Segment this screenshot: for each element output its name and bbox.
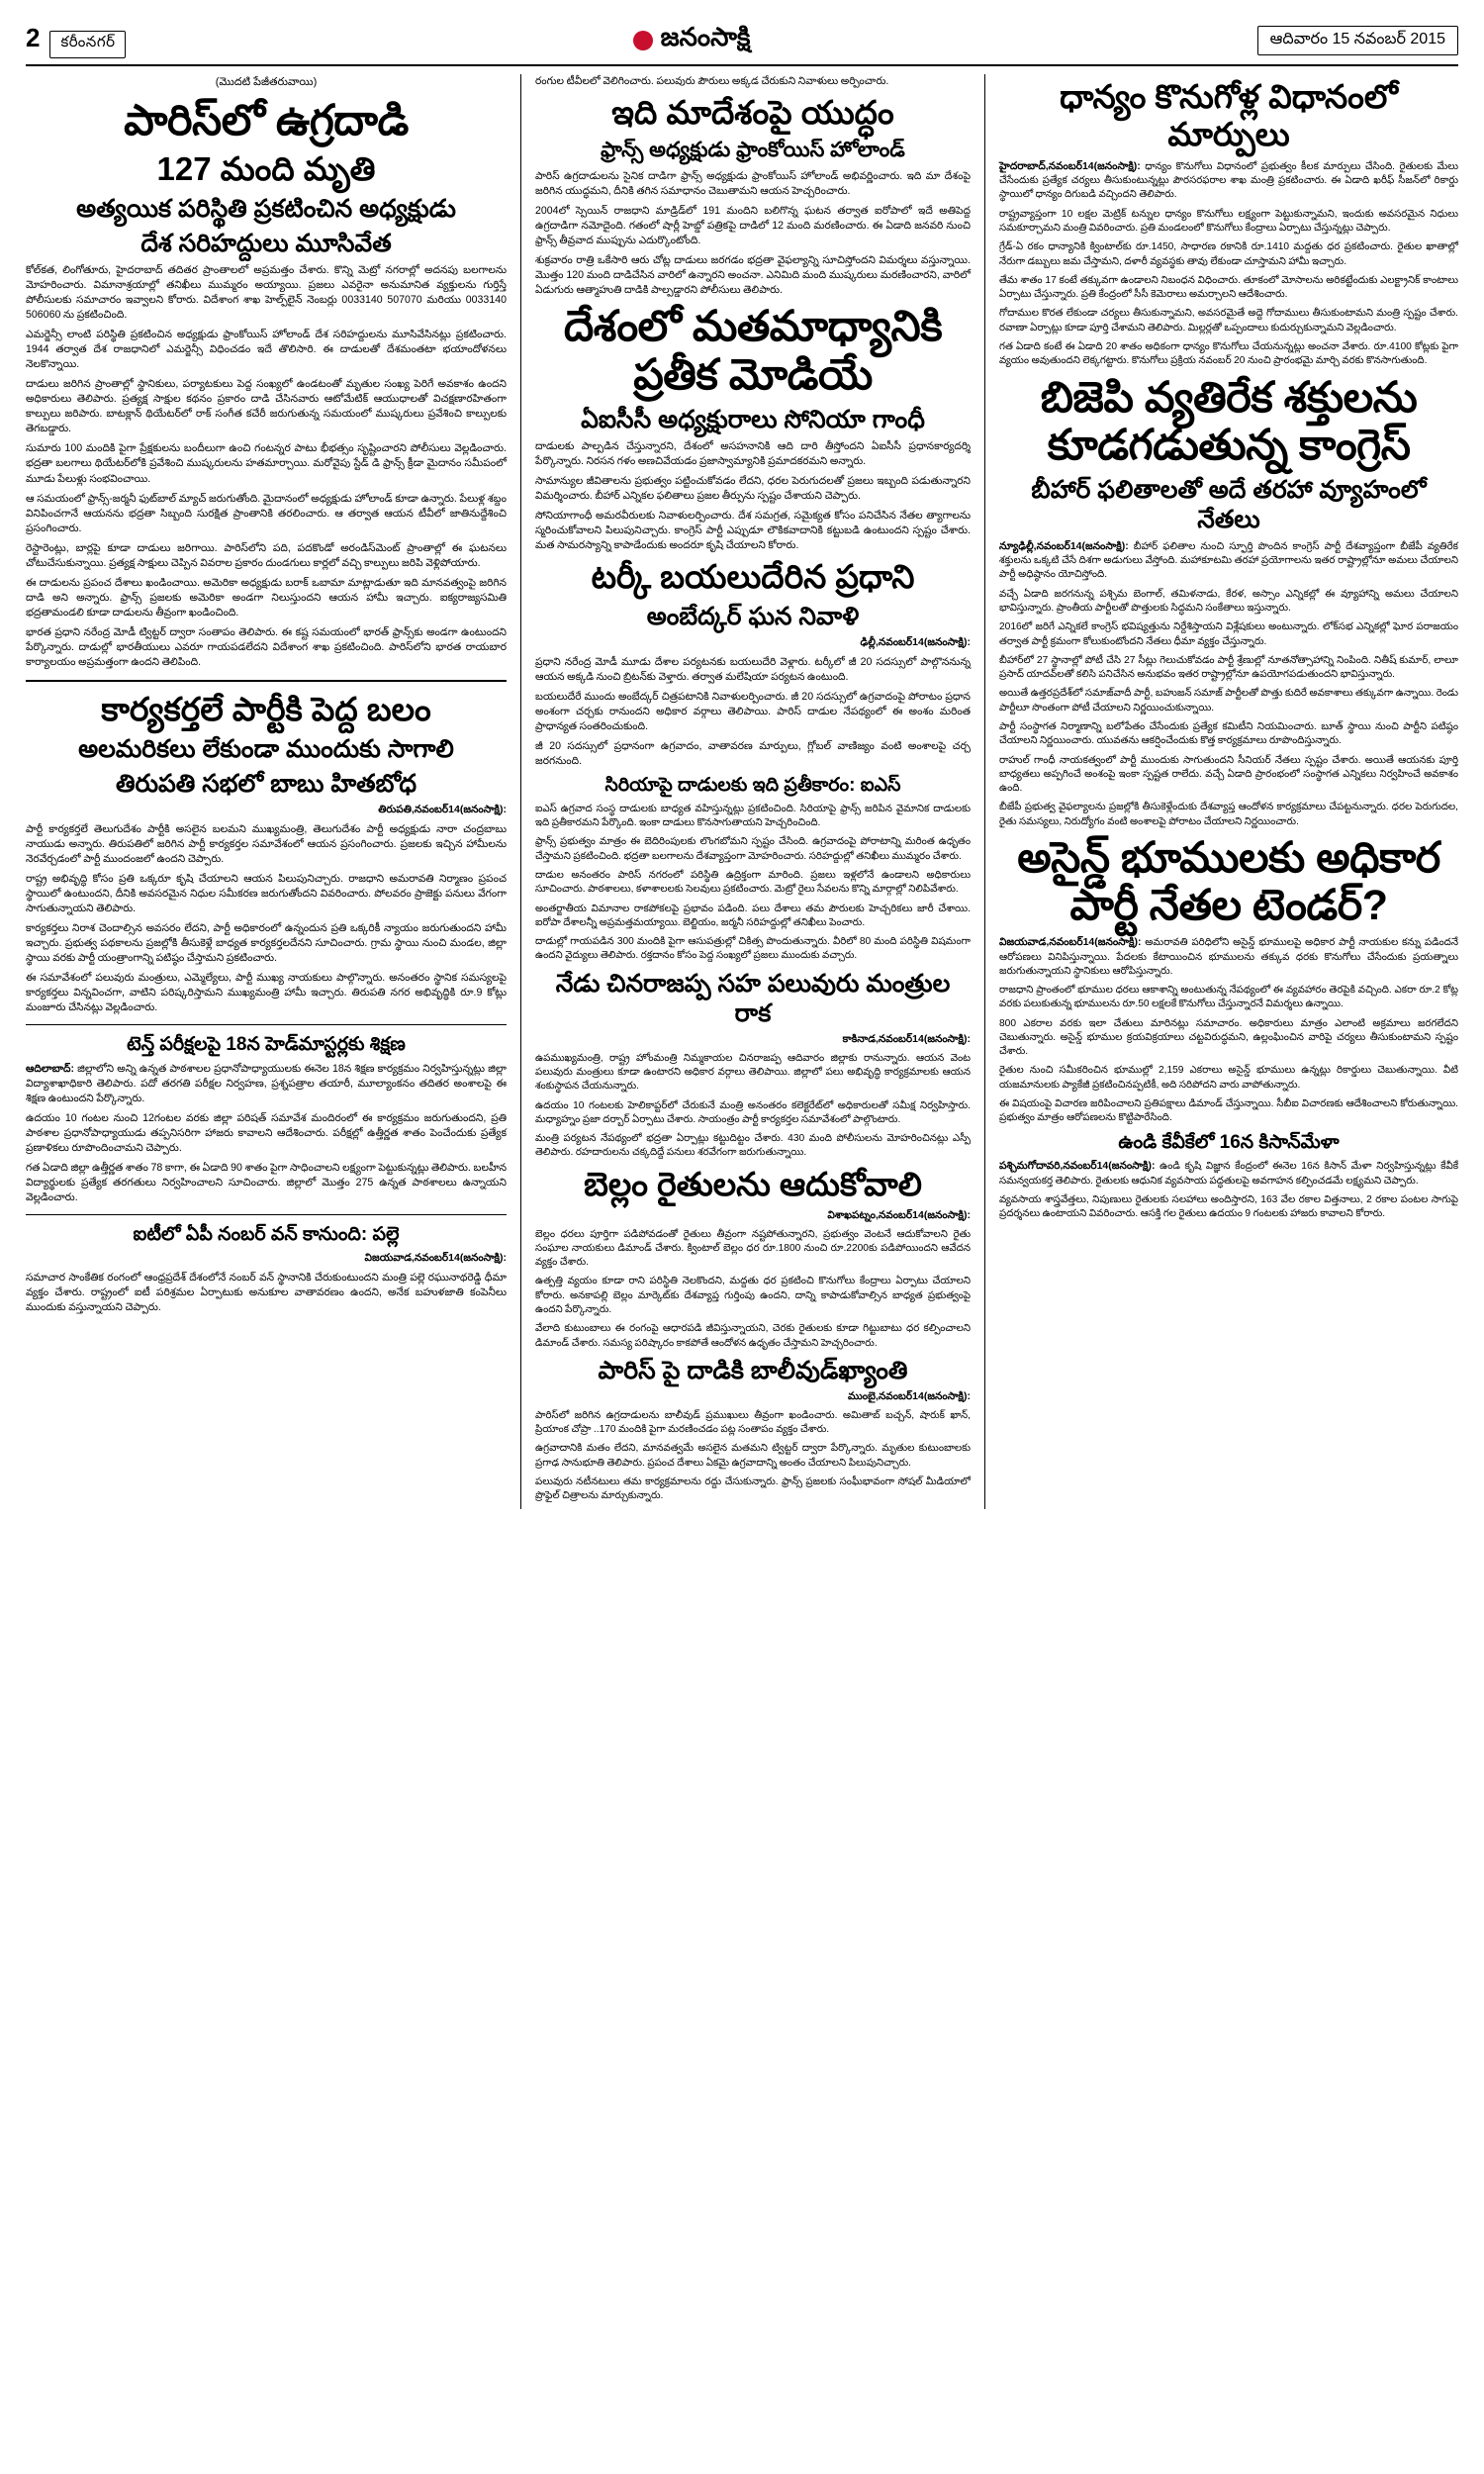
- paragraph: పారిస్‌లో జరిగిన ఉగ్రదాడులను బాలీవుడ్ ప్రముఖులు తీవ్రంగా ఖండించారు. అమితాబ్ బచ్చన్, షారుక్ ఖాన్, ప్రియాంక చోప్రా ..170 మందికి పైగా మరణించడం పట్ల సంతాపం వ్యక్తం చేశారు.: [535, 1409, 971, 1436]
- paragraph: ఈ విషయంపై విచారణ జరిపించాలని ప్రతిపక్షాలు డిమాండ్ చేస్తున్నాయి. సీబీఐ విచారణకు ఆదేశించాలని కోరుతున్నాయి. ప్రభుత్వం మాత్రం ఆరోపణలను కొట్టిపారేసింది.: [999, 1098, 1458, 1124]
- paragraph: [999, 1159, 1458, 1189]
- dateline: పశ్చిమగోదావరి,నవంబర్14(జనంసాక్షి):: [999, 1160, 1156, 1173]
- article-congress-alliance: [999, 374, 1458, 829]
- paragraph: ఈ సమావేశంలో పలువురు మంత్రులు, ఎమ్మెల్యేలు, పార్టీ ముఖ్య నాయకులు పాల్గొన్నారు. అనంతరం స్థానిక సమస్యలపై కార్యకర్తలు విన్నవించగా, వాటిని పరిష్కరిస్తామని ముఖ్యమంత్రి హామీ ఇచ్చారు. తిరుపతి నగర అభివృద్ధికి రూ.9 కోట్లు మంజూరు చేసినట్లు వెల్లడించారు.: [26, 972, 507, 1014]
- article-subhead-1: అలమరికలు లేకుండా ముందుకు సాగాలి: [78, 734, 454, 763]
- article-deck: ఏఐసీసీ అధ్యక్షురాలు సోనియా గాంధీ: [581, 405, 925, 433]
- article-body: [535, 1052, 971, 1161]
- masthead-left: [26, 23, 126, 58]
- article-body: [26, 263, 507, 670]
- paragraph: వ్యవసాయ శాస్త్రవేత్తలు, నిపుణులు రైతులకు సలహాలు అందిస్తారని, 163 వేల రకాల విత్తనాలు, 2 రకాల పంటల సాగుపై ప్రదర్శనలు ఉంటాయని వివరించారు. ఆసక్తి గల రైతులు ఉదయం 9 గంటలకు హాజరు కావాలని కోరారు.: [999, 1193, 1458, 1220]
- article-headline: బిజెపి వ్యతిరేక శక్తులను కూడగడుతున్న కాంగ్రెస్: [1040, 373, 1418, 469]
- article-headline: కార్యకర్తలే పార్టీకి పెద్ద బలం: [101, 690, 431, 727]
- paragraph: దాడుల్లో గాయపడిన 300 మందికి పైగా ఆసుపత్రుల్లో చికిత్స పొందుతున్నారు. వీరిలో 80 మంది పరిస్థితి విషమంగా ఉందని వైద్యులు తెలిపారు. రక్తదానం కోసం పెద్ద సంఖ్యలో ప్రజలు ముందుకు వచ్చారు.: [535, 936, 971, 962]
- paper-name: జనంసాక్షి: [660, 22, 751, 51]
- paragraph: తేమ శాతం 17 కంటే తక్కువగా ఉండాలని నిబంధన విధించారు. తూకంలో మోసాలను అరికట్టేందుకు ఎలక్ట్రానిక్ కాంటాలు ఏర్పాటు చేస్తున్నారు. ప్రతి కేంద్రంలో సీసీ కెమెరాలు అమర్చాలని ఆదేశించారు.: [999, 274, 1458, 301]
- paragraph: బెల్లం ధరలు పూర్తిగా పడిపోవడంతో రైతులు తీవ్రంగా నష్టపోతున్నారని, ప్రభుత్వం వెంటనే ఆదుకోవాలని రైతు సంఘాల నాయకులు డిమాండ్ చేశారు. క్వింటాల్ బెల్లం ధర రూ.1800 నుంచి రూ.2200కు పడిపోయిందని ఆవేదన వ్యక్తం చేశారు.: [535, 1228, 971, 1269]
- byline: తిరుపతి,నవంబర్14(జనంసాక్షి):: [378, 803, 507, 815]
- article-headline: టర్కీ బయలుదేరిన ప్రధాని: [591, 558, 915, 595]
- column-2: [520, 74, 985, 1509]
- article-body: [535, 439, 971, 553]
- page-number: 2: [26, 22, 41, 52]
- article-bollywood-condemn: [535, 1356, 971, 1504]
- paragraph: అంతర్జాతీయ విమానాల రాకపోకలపై ప్రభావం పడింది. పలు దేశాలు తమ పౌరులకు హెచ్చరికలు జారీ చేశాయి. ఐరోపా దేశాలన్నీ అప్రమత్తమయ్యాయి. బెల్జియం, జర్మనీ సరిహద్దుల్లో తనిఖీలు పెంచారు.: [535, 903, 971, 928]
- article-headline: ధాన్యం కొనుగోళ్ల విధానంలో మార్పులు: [1060, 78, 1398, 152]
- article-it-ap-number-one: [26, 1223, 507, 1315]
- issue-date: ఆదివారం 15 నవంబర్ 2015: [1257, 26, 1458, 55]
- article-body: [535, 655, 971, 769]
- section-divider: [26, 1214, 507, 1215]
- article-headline: పారిస్ పై దాడికి బాలీవుడ్‌ఖ్యాంతి: [598, 1356, 908, 1384]
- paragraph: పారిస్ ఉగ్రదాడులను సైనిక దాడిగా ఫ్రాన్స్ అధ్యక్షుడు ఫ్రాంకోయిస్ హోలాండ్ అభివర్ణించారు. ఇది మా దేశంపై జరిగిన యుద్ధమని, దీనికి తగిన సమాధానం చెబుతామని ఆయన హెచ్చరించారు.: [535, 170, 971, 198]
- article-body: [999, 539, 1458, 829]
- paragraph: పార్టీ కార్యకర్తలే తెలుగుదేశం పార్టీకి అసలైన బలమని ముఖ్యమంత్రి, తెలుగుదేశం పార్టీ అధ్యక్షుడు నారా చంద్రబాబు నాయుడు అన్నారు. తిరుపతిలో జరిగిన పార్టీ కార్యకర్తల సమావేశంలో ఆయన ప్రసంగించారు. ప్రజలకు ఇచ్చిన హామీలను నెరవేర్చడంలో పార్టీ ముందంజలో ఉందని చెప్పారు.: [26, 822, 507, 865]
- article-headline: ఇది మాదేశంపై యుద్ధం: [611, 94, 894, 132]
- byline: కాకినాడ,నవంబర్14(జనంసాక్షి):: [842, 1032, 971, 1045]
- paragraph: సమాచార సాంకేతిక రంగంలో ఆంధ్రప్రదేశ్ దేశంలోనే నంబర్ వన్ స్థానానికి చేరుకుంటుందని మంత్రి పల్లె రఘునాథరెడ్డి ధీమా వ్యక్తం చేశారు. రాష్ట్రంలో ఐటీ పరిశ్రమల ఏర్పాటుకు అనుకూల వాతావరణం ఉందని, అనేక బహుళజాతి కంపెనీలు ముందుకు వస్తున్నాయని చెప్పారు.: [26, 1271, 507, 1314]
- paragraph: 800 ఎకరాల వరకు ఇలా చేతులు మారినట్లు సమాచారం. అధికారులు మాత్రం ఎలాంటి అక్రమాలు జరగలేదని చెబుతున్నారు. అసైన్డ్ భూముల క్రయవిక్రయాలు చట్టవిరుద్ధమని, ఉల్లంఘించిన వారిపై చర్యలు తీసుకుంటామని స్పష్టం చేశారు.: [999, 1017, 1458, 1058]
- paragraph: సుమారు 100 మందికి పైగా ప్రేక్షకులను బందీలుగా ఉంచి గంటన్నర పాటు భీభత్సం సృష్టించారని పోలీసులు వెల్లడించారు. భద్రతా బలగాలు థియేటర్‌లోకి ప్రవేశించి ముష్కరులను హతమార్చాయి. మరోవైపు స్టేడ్ డి ఫ్రాన్స్ క్రీడా మైదానం సమీపంలో మూడు పేలుళ్లు సంభవించాయి.: [26, 442, 507, 485]
- paragraph: 2016లో జరిగే ఎన్నికలే కాంగ్రెస్ భవిష్యత్తును నిర్దేశిస్తాయని విశ్లేషకులు అంటున్నారు. లోక్‌సభ ఎన్నికల్లో ఘోర పరాజయం తర్వాత పార్టీ క్రమంగా కోలుకుంటోందని నేతలు ధీమా వ్యక్తం చేస్తున్నారు.: [999, 621, 1458, 647]
- headline-sub-3: దేశ సరిహద్దులు మూసివేత: [140, 230, 392, 258]
- paragraph: ఉదయం 10 గంటల నుంచి 12గంటల వరకు జిల్లా పరిషత్ సమావేశ మందిరంలో ఈ కార్యక్రమం జరుగుతుందని, ప్రతి పాఠశాల ప్రధానోపాధ్యాయుడు తప్పనిసరిగా హాజరు కావాలని ఆదేశించారు. పరీక్షల్లో ఉత్తీర్ణత శాతం పెంచేందుకు ప్రత్యేక ప్రణాళికలు రూపొందించామని చెప్పారు.: [26, 1112, 507, 1155]
- edition-city: కరీంనగర్: [49, 31, 126, 58]
- paragraph: రాహుల్ గాంధీ నాయకత్వంలో పార్టీ ముందుకు సాగుతుందని సీనియర్ నేతలు స్పష్టం చేశారు. అయితే ఆయనకు పూర్తి బాధ్యతలు అప్పగించే అంశంపై ఇంకా స్పష్టత రాలేదు. వచ్చే ఏడాది ప్రారంభంలో సంస్థాగత ఎన్నికలు నిర్వహించే అవకాశం ఉంది.: [999, 754, 1458, 795]
- article-body: [535, 1409, 971, 1504]
- article-body: [999, 159, 1458, 369]
- continuation-text: [535, 74, 971, 89]
- paragraph: [999, 935, 1458, 979]
- byline: విశాఖపట్నం,నవంబర్14(జనంసాక్షి):: [827, 1208, 971, 1221]
- paragraph: కోల్‌కత, లింగోతూరు, హైదరాబాద్ తదితర ప్రాంతాలలో అప్రమత్తం చేశారు. కొన్ని మెట్రో నగరాల్లో అదనపు బలగాలను మోహరించారు. విమానాశ్రయాల్లో తనిఖీలు ముమ్మరం అయ్యాయి. ప్రజలు ఎవరైనా అనుమానిత వ్యక్తులను గుర్తిస్తే పోలీసులకు సమాచారం ఇవ్వాలని కోరారు. విదేశాంగ శాఖ హెల్ప్‌లైన్ నెంబర్లు 0033140 507070 మరియు 0033140 506060 ను ప్రకటించింది.: [26, 264, 507, 322]
- paragraph: ఉదయం 10 గంటలకు హెలికాప్టర్‌లో చేరుకునే మంత్రి అనంతరం కలెక్టరేట్‌లో అధికారులతో సమీక్ష నిర్వహిస్తారు. మధ్యాహ్నం ప్రజా దర్బార్ ఏర్పాటు చేశారు. సాయంత్రం పార్టీ కార్యకర్తల సమావేశంలో పాల్గొంటారు.: [535, 1099, 971, 1125]
- article-headline: బెల్లం రైతులను ఆదుకోవాలి: [584, 1165, 922, 1202]
- article-headline: నేడు చినరాజప్ప సహ పలువురు మంత్రుల రాక: [555, 969, 951, 1027]
- paragraph: [26, 1062, 507, 1106]
- paragraph: రంగుల టీవీలలో వెలిగించారు. పలువురు పౌరులు అక్కడ చేరుకుని నివాళులు అర్పించారు.: [535, 75, 889, 87]
- article-body: [26, 1271, 507, 1315]
- column-1: [26, 74, 520, 1509]
- paragraph: ఫ్రాన్స్ ప్రభుత్వం మాత్రం ఈ బెదిరింపులకు లొంగబోమని స్పష్టం చేసింది. ఉగ్రవాదంపై పోరాటాన్ని మరింత ఉధృతం చేస్తామని ప్రకటించింది. భద్రతా బలగాలను దేశవ్యాప్తంగా మోహరించారు. సరిహద్దుల్లో తనిఖీలు ముమ్మరం చేశారు.: [535, 836, 971, 862]
- paragraph: శుక్రవారం రాత్రి ఒకేసారి ఆరు చోట్ల దాడులు జరగడం భద్రతా వైఫల్యాన్ని సూచిస్తోందని విమర్శలు వస్తున్నాయి. మొత్తం 120 మంది దాడిచేసిన వారిలో ఉన్నారని అంచనా. ఎనిమిది మంది ముష్కరులు మరణించారని, వారిలో ఏడుగురు ఆత్మాహుతి దాడికి పాల్పడ్డారని పోలీసులు తెలిపారు.: [535, 254, 971, 297]
- paragraph: రెస్టారెంట్లు, బార్లపై కూడా దాడులు జరిగాయి. పారిస్‌లోని పది, పదకొండో అరండిస్‌మెంట్ ప్రాంతాల్లో ఈ ఘటనలు చోటుచేసుకున్నాయి. ప్రత్యక్ష సాక్షులు చెప్పిన వివరాల ప్రకారం దుండగులు కార్లలో వచ్చి కాల్పులు జరిపి వెళ్లిపోయారు.: [26, 541, 507, 569]
- byline: ఢిల్లీ,నవంబర్14(జనంసాక్షి):: [860, 635, 971, 648]
- paragraph: వేలాది కుటుంబాలు ఈ రంగంపై ఆధారపడి జీవిస్తున్నాయని, చెరకు రైతులకు కూడా గిట్టుబాటు ధర కల్పించాలని డిమాండ్ చేశారు. సమస్య పరిష్కారం కాకపోతే ఆందోళన ఉధృతం చేస్తామని హెచ్చరించారు.: [535, 1323, 971, 1349]
- article-headline: ఐటీలో ఏపీ నంబర్ వన్ కానుంది: పల్లె: [133, 1224, 400, 1246]
- article-body: [535, 803, 971, 964]
- article-subhead-2: తిరుపతి సభలో బాబు హితబోధ: [115, 769, 417, 798]
- paragraph: రైతుల నుంచి సమీకరించిన భూముల్లో 2,159 ఎకరాలు అసైన్డ్ భూములు ఉన్నట్లు రికార్డులు చెబుతున్నాయి. వీటి యజమానులకు ప్యాకేజీ ప్రకటించినప్పటికీ, అది సరిపోదని వారు వాపోతున్నారు.: [999, 1065, 1458, 1091]
- paragraph: రాష్ట్ర అభివృద్ధి కోసం ప్రతి ఒక్కరూ కృషి చేయాలని ఆయన పిలుపునిచ్చారు. రాజధాని అమరావతి నిర్మాణం ప్రపంచ స్థాయిలో ఉంటుందని, దీనికి అవసరమైన నిధుల సమీకరణ జరుగుతోందని వివరించారు. పోలవరం ప్రాజెక్టు పనులు వేగంగా సాగుతున్నాయని తెలిపారు.: [26, 872, 507, 914]
- paragraph: ఈ దాడులను ప్రపంచ దేశాలు ఖండించాయి. అమెరికా అధ్యక్షుడు బరాక్ ఒబామా మాట్లాడుతూ ఇది మానవత్వంపై జరిగిన దాడి అని అన్నారు. ఫ్రాన్స్ ప్రజలకు అమెరికా అండగా నిలుస్తుందని ఆయన హామీ ఇచ్చారు. ఐక్యరాజ్యసమితి భద్రతామండలి కూడా దాడులను తీవ్రంగా ఖండించింది.: [26, 576, 507, 618]
- column-grid: [26, 74, 1458, 1509]
- paragraph: సోనియాగాంధీ అమరవీరులకు నివాళులర్పించారు. దేశ సమగ్రత, సమైక్యత కోసం పనిచేసిన నేతల త్యాగాలను స్మరించుకోవాలని పిలుపునిచ్చారు. కాంగ్రెస్ పార్టీ ఎప్పుడూ లౌకికవాదానికి కట్టుబడి ఉంటుందని స్పష్టం చేశారు. మత సామరస్యాన్ని కాపాడేందుకు అందరూ కృషి చేయాలని కోరారు.: [535, 509, 971, 551]
- article-deck: బీహార్ ఫలితాలతో అదే తరహా వ్యూహంలో నేతలు: [1031, 475, 1427, 533]
- paragraph: కార్యకర్తలు నిరాశ చెందాల్సిన అవసరం లేదని, పార్టీ అధికారంలో ఉన్నందున ప్రతి ఒక్కరికీ న్యాయం జరుగుతుందని హామీ ఇచ్చారు. ప్రభుత్వ పథకాలను ప్రజల్లోకి తీసుకెళ్లే బాధ్యత కార్యకర్తలదేనని సూచించారు. గ్రామ స్థాయి నుంచి మండల, జిల్లా స్థాయి వరకు పార్టీ యంత్రాంగాన్ని పటిష్ఠం చేస్తామని ప్రకటించారు.: [26, 922, 507, 965]
- article-tenth-exam-training: [26, 1033, 507, 1205]
- dateline: ఆదిలాబాద్:: [26, 1062, 74, 1075]
- byline: ముంబై,నవంబర్14(జనంసాక్షి):: [848, 1389, 971, 1402]
- section-divider: [26, 680, 507, 682]
- article-body: [26, 1062, 507, 1205]
- paragraph: పలువురు నటీనటులు తమ కార్యక్రమాలను రద్దు చేసుకున్నారు. ఫ్రాన్స్ ప్రజలకు సంఘీభావంగా సోషల్ మీడియాలో ప్రొఫైల్ చిత్రాలను మార్చుకున్నారు.: [535, 1476, 971, 1502]
- paragraph-text: ధాన్యం కొనుగోలు విధానంలో ప్రభుత్వం కీలక మార్పులు చేసింది. రైతులకు మేలు చేసేందుకు ప్రత్యేక చర్యలు తీసుకుంటున్నట్లు పౌరసరఫరాల శాఖ మంత్రి ప్రకటించారు. ఈ ఏడాది ఖరీఫ్ సీజన్‌లో రికార్డు స్థాయిలో ధాన్యం దిగుబడి వచ్చిందని తెలిపారు.: [999, 160, 1458, 201]
- paragraph-text: ఉండి కృషి విజ్ఞాన కేంద్రంలో ఈనెల 16న కిసాన్ మేళా నిర్వహిస్తున్నట్లు కేవీకే సమన్వయకర్త తెలిపారు. రైతులకు ఆధునిక వ్యవసాయ పద్ధతులపై అవగాహన కల్పించడమే లక్ష్యమని చెప్పారు.: [999, 1161, 1459, 1187]
- paragraph: సామాన్యుల జీవితాలను ప్రభుత్వం పట్టించుకోవడం లేదని, ధరల పెరుగుదలతో ప్రజలు ఇబ్బంది పడుతున్నారని విమర్శించారు. బీహార్ ఎన్నికల ఫలితాలు ప్రజల తీర్పును స్పష్టం చేశాయని చెప్పారు.: [535, 474, 971, 502]
- article-deck: ఫ్రాన్స్ అధ్యక్షుడు ఫ్రాంకోయిస్ హోలాండ్: [601, 138, 905, 161]
- masthead-logo: [633, 22, 751, 58]
- paragraph: ఎమర్జెన్సీ లాంటి పరిస్థితి ప్రకటించిన అధ్యక్షుడు ఫ్రాంకోయిస్ హోలాండ్ దేశ సరిహద్దులను మూసివేసినట్లు ప్రకటించారు. 1944 తర్వాత దేశ రాజధానిలో ఎమర్జెన్సీ విధించడం ఇదే తొలిసారి. ఈ దాడులతో దేశమంతటా భయాందోళనలు నెలకొన్నాయి.: [26, 329, 507, 371]
- article-kisan-mela: [999, 1131, 1458, 1222]
- section-divider: [26, 1024, 507, 1025]
- paragraph-text: బీహార్ ఫలితాల నుంచి స్ఫూర్తి పొందిన కాంగ్రెస్ పార్టీ దేశవ్యాప్తంగా బీజేపీ వ్యతిరేక శక్తులను ఒక్కటి చేసే దిశగా అడుగులు వేస్తోంది. మహాకూటమి తరహా ప్రయోగాలను ఇతర రాష్ట్రాల్లోనూ అమలు చేయాలని పార్టీ అధిష్ఠానం యోచిస్తోంది.: [999, 540, 1459, 581]
- paragraph: మంత్రి పర్యటన నేపథ్యంలో భద్రతా ఏర్పాట్లు కట్టుదిట్టం చేశారు. 430 మంది పోలీసులను మోహరించినట్లు ఎస్పీ తెలిపారు. రహదారులను చక్కదిద్దే పనులు శరవేగంగా జరుగుతున్నాయి.: [535, 1133, 971, 1159]
- continuation-note: (మొదటి పేజీతరువాయి): [215, 76, 318, 88]
- dateline: హైదరాబాద్,నవంబర్14(జనంసాక్షి):: [999, 159, 1141, 172]
- paragraph: వచ్చే ఏడాది జరగనున్న పశ్చిమ బెంగాల్, తమిళనాడు, కేరళ, అస్సాం ఎన్నికల్లో ఈ వ్యూహాన్ని అమలు చేయాలని భావిస్తున్నారు. ప్రాంతీయ పార్టీలతో పొత్తులకు సిద్ధమని సంకేతాలు ఇస్తున్నారు.: [999, 588, 1458, 614]
- article-body: [999, 935, 1458, 1125]
- paragraph-text: అమరావతి పరిధిలోని అసైన్డ్ భూములపై అధికార పార్టీ నాయకుల కన్ను పడిందనే ఆరోపణలు వినిపిస్తున్నాయి. పేదలకు కేటాయించిన భూములను తక్కువ ధరకు కొనుగోలు చేసేందుకు ప్రయత్నాలు జరుగుతున్నాయని స్థానికులు ఆరోపిస్తున్నారు.: [999, 937, 1458, 977]
- dateline: న్యూఢిల్లీ,నవంబర్14(జనంసాక్షి):: [999, 539, 1129, 552]
- article-body: [535, 169, 971, 298]
- paragraph: 2004లో స్పెయిన్ రాజధాని మాడ్రిడ్‌లో 191 మందిని బలిగొన్న ఘటన తర్వాత ఐరోపాలో ఇదే అతిపెద్ద ఉగ్రదాడిగా నమోదైంది. గతంలో షార్లీ హెబ్డో పత్రికపై దాడిలో 12 మంది మరణించారు. ఈ ఏడాది జనవరి నుంచి ఫ్రాన్స్ తీవ్రవాద ముప్పును ఎదుర్కొంటోంది.: [535, 205, 971, 247]
- paragraph: గత ఏడాది కంటే ఈ ఏడాది 20 శాతం అధికంగా ధాన్యం కొనుగోలు చేయనున్నట్లు అంచనా వేశారు. రూ.4100 కోట్లకు పైగా వ్యయం అవుతుందని లెక్కగట్టారు. కొనుగోలు ప్రక్రియ నవంబర్ 20 నుంచి ప్రారంభమై మార్చి వరకు కొనసాగుతుంది.: [999, 340, 1458, 367]
- article-headline: దేశంలో మతమాధ్యానికి ప్రతీక మోడియే: [563, 303, 943, 399]
- article-assigned-lands: [999, 834, 1458, 1126]
- paragraph: గోదాముల కొరత లేకుండా చర్యలు తీసుకున్నామని, అవసరమైతే అద్దె గోదాములు తీసుకుంటామని మంత్రి స్పష్టం చేశారు. రవాణా ఏర్పాట్లు కూడా పూర్తి చేశామని తెలిపారు. మిల్లర్లతో ఒప్పందాలు కుదుర్చుకున్నామని వెల్లడించారు.: [999, 308, 1458, 333]
- paragraph: రాజధాని ప్రాంతంలో భూముల ధరలు ఆకాశాన్ని అంటుతున్న నేపథ్యంలో ఈ వ్యవహారం తెరపైకి వచ్చింది. ఎకరా రూ.2 కోట్ల వరకు పలుకుతున్న భూములను రూ.50 లక్షలకే కొనుగోలు చేస్తున్నారనే విమర్శలు ఉన్నాయి.: [999, 985, 1458, 1010]
- paragraph: పార్టీ సంస్థాగత నిర్మాణాన్ని బలోపేతం చేసేందుకు ప్రత్యేక కమిటీని నియమించారు. బూత్ స్థాయి నుంచి పార్టీని పటిష్ఠం చేయాలని నిర్ణయించారు. యువతను ఆకర్షించేందుకు కొత్త కార్యక్రమాలు రూపొందిస్తున్నారు.: [999, 720, 1458, 747]
- paragraph: బీహార్‌లో 27 స్థానాల్లో పోటీ చేసి 27 సీట్లు గెలుచుకోవడం పార్టీ శ్రేణుల్లో నూతనోత్సాహాన్ని నింపింది. నితీష్ కుమార్, లాలూ ప్రసాద్ యాదవ్‌లతో కలిసి పనిచేసిన అనుభవం ఇతర రాష్ట్రాల్లోనూ ఉపయోగపడుతుందని భావిస్తున్నారు.: [999, 654, 1458, 681]
- masthead: [26, 22, 1458, 66]
- article-headline: సిరియాపై దాడులకు ఇది ప్రతీకారం: ఐఎస్: [604, 775, 901, 797]
- article-paddy-procurement: [999, 78, 1458, 369]
- page-title: పారిస్‌లో ఉగ్రదాడి: [124, 97, 409, 144]
- article-body: [999, 1159, 1458, 1221]
- article-headline: టెన్త్ పరీక్షలపై 18న హెడ్‌మాస్టర్లకు శిక్షణ: [127, 1034, 406, 1056]
- paragraph: అయితే ఉత్తరప్రదేశ్‌లో సమాజ్‌వాదీ పార్టీ, బహుజన్ సమాజ్ పార్టీలతో పొత్తు కుదిరే అవకాశాలు తక్కువగా ఉన్నాయి. రెండు పార్టీలూ సొంతంగా పోటీ చేయాలని నిర్ణయించుకున్నాయి.: [999, 688, 1458, 714]
- article-body: [535, 1228, 971, 1351]
- article-headline: ఉండి కేవీకేలో 16న కిసాన్‌మేళా: [1118, 1131, 1340, 1153]
- paragraph: ప్రధాని నరేంద్ర మోడీ మూడు దేశాల పర్యటనకు బయలుదేరి వెళ్లారు. టర్కీలో జీ 20 సదస్సులో పాల్గొననున్న ఆయన అక్కడి నుంచి బ్రిటన్‌కు వెళ్తారు. తర్వాత మలేషియా పర్యటన ఉంటుంది.: [535, 655, 971, 683]
- paragraph: బీజేపీ ప్రభుత్వ వైఫల్యాలను ప్రజల్లోకి తీసుకెళ్లేందుకు దేశవ్యాప్త ఆందోళన కార్యక్రమాలు చేపట్టనున్నారు. ధరల పెరుగుదల, రైతు సమస్యలు, నిరుద్యోగం వంటి అంశాలపై పోరాటం చేయాలని నిర్ణయించారు.: [999, 802, 1458, 827]
- article-headline: అసైన్డ్ భూములకు అధికార పార్టీ నేతల టెండర్?: [1017, 833, 1440, 930]
- article-party-workers: [26, 691, 507, 1015]
- column-3: [985, 74, 1458, 1509]
- paragraph: [999, 539, 1458, 583]
- paragraph: ఉపముఖ్యమంత్రి, రాష్ట్ర హోంమంత్రి నిమ్మకాయల చినరాజప్ప ఆదివారం జిల్లాకు రానున్నారు. ఆయన వెంట పలువురు మంత్రులు కూడా ఉంటారని అధికార వర్గాలు తెలిపాయి. జిల్లాలో పలు అభివృద్ధి కార్యక్రమాలకు ఆయన శంకుస్థాపన చేయనున్నారు.: [535, 1052, 971, 1093]
- paragraph: జీ 20 సదస్సులో ప్రధానంగా ఉగ్రవాదం, వాతావరణ మార్పులు, గ్లోబల్ వాణిజ్యం వంటి అంశాలపై చర్చ జరగనుంది.: [535, 740, 971, 768]
- dateline: విజయవాడ,నవంబర్14(జనంసాక్షి):: [999, 936, 1142, 949]
- paragraph: గ్రేడ్-ఏ రకం ధాన్యానికి క్వింటాల్‌కు రూ.1450, సాధారణ రకానికి రూ.1410 మద్దతు ధర ప్రకటించారు. రైతుల ఖాతాల్లో నేరుగా డబ్బులు జమ చేస్తామని, దళారీ వ్యవస్థకు తావు లేకుండా చూస్తామని హామీ ఇచ్చారు.: [999, 241, 1458, 267]
- article-war-on-our-country: [535, 94, 971, 298]
- paragraph: ఆ సమయంలో ఫ్రాన్స్-జర్మనీ ఫుట్‌బాల్ మ్యాచ్ జరుగుతోంది. మైదానంలో అధ్యక్షుడు హోలాండ్ కూడా ఉన్నారు. పేలుళ్ల శబ్దం వినిపించగానే ఆయనను భద్రతా సిబ్బంది సురక్షిత ప్రాంతానికి తరలించారు. ఆ తర్వాత ఆయన టీవీలో జాతినుద్దేశించి ప్రసంగించారు.: [26, 492, 507, 534]
- paragraph: రాష్ట్రవ్యాప్తంగా 10 లక్షల మెట్రిక్ టన్నుల ధాన్యం కొనుగోలు లక్ష్యంగా పెట్టుకున్నామని, ఇందుకు అవసరమైన నిధులు సమకూర్చామని మంత్రి వివరించారు. ప్రతి మండలంలో కొనుగోలు కేంద్రాలు ఏర్పాటు చేస్తున్నట్లు చెప్పారు.: [999, 208, 1458, 234]
- paragraph: గత ఏడాది జిల్లా ఉత్తీర్ణత శాతం 78 కాగా, ఈ ఏడాది 90 శాతం పైగా సాధించాలని లక్ష్యంగా పెట్టుకున్నట్లు తెలిపారు. బలహీన విద్యార్థులకు ప్రత్యేక తరగతులు నిర్వహించాలని సూచించారు. జిల్లాలో మొత్తం 275 ఉన్నత పాఠశాలలు ఉన్నాయని వెల్లడించారు.: [26, 1162, 508, 1204]
- paragraph: ఐఎస్ ఉగ్రవాద సంస్థ దాడులకు బాధ్యత వహిస్తున్నట్లు ప్రకటించింది. సిరియాపై ఫ్రాన్స్ జరిపిన వైమానిక దాడులకు ఇది ప్రతీకారమని పేర్కొంది. ఇంకా దాడులు కొనసాగుతాయని హెచ్చరించింది.: [535, 803, 971, 829]
- article-paris-attack: [26, 76, 507, 670]
- logo-dot-icon: [633, 31, 653, 50]
- article-is-claim: [535, 774, 971, 964]
- article-pm-turkey: [535, 558, 971, 769]
- paragraph: [999, 159, 1458, 203]
- paragraph: దాడుల అనంతరం పారిస్ నగరంలో పరిస్థితి ఉద్రిక్తంగా మారింది. ప్రజలు ఇళ్లలోనే ఉండాలని అధికారులు సూచించారు. పాఠశాలలు, కళాశాలలకు సెలవులు ప్రకటించారు. మెట్రో రైలు సేవలను కొన్ని మార్గాల్లో నిలిపివేశారు.: [535, 870, 971, 896]
- paragraph-text: జిల్లాలోని అన్ని ఉన్నత పాఠశాలల ప్రధానోపాధ్యాయులకు ఈనెల 18న శిక్షణ కార్యక్రమం నిర్వహిస్తున్నట్లు జిల్లా విద్యాశాఖాధికారి తెలిపారు. పదో తరగతి పరీక్షల నిర్వహణ, ప్రశ్నపత్రాల తయారీ, మూల్యాంకనం తదితర అంశాలపై ఈ శిక్షణ ఉంటుందని పేర్కొన్నారు.: [26, 1062, 507, 1104]
- article-subhead: అంబేద్కర్ ఘన నివాళి: [646, 602, 860, 630]
- article-ministers-visit: [535, 969, 971, 1161]
- headline-sub-2: అత్యయిక పరిస్థితి ప్రకటించిన అధ్యక్షుడు: [76, 195, 456, 224]
- byline: విజయవాడ,నవంబర్14(జనంసాక్షి):: [364, 1251, 507, 1264]
- article-sonia-gandhi: [535, 303, 971, 553]
- paragraph: బయలుదేరే ముందు అంబేద్కర్ చిత్రపటానికి నివాళులర్పించారు. జీ 20 సదస్సులో ఉగ్రవాదంపై పోరాటం ప్రధాన అంశంగా చర్చకు రానుందని అధికార వర్గాలు తెలిపాయి. పారిస్ దాడుల నేపథ్యంలో ఈ అంశం మరింత ప్రాధాన్యత సంతరించుకుంది.: [535, 691, 971, 733]
- paragraph: ఉగ్రవాదానికి మతం లేదని, మానవత్వమే అసలైన మతమని ట్విట్టర్ ద్వారా పేర్కొన్నారు. మృతుల కుటుంబాలకు ప్రగాఢ సానుభూతి తెలిపారు. ప్రపంచ దేశాలు ఏకమై ఉగ్రవాదాన్ని అంతం చేయాలని పిలుపునిచ్చారు.: [535, 1443, 971, 1469]
- paragraph: ఉత్పత్తి వ్యయం కూడా రాని పరిస్థితి నెలకొందని, మద్దతు ధర ప్రకటించి కొనుగోలు కేంద్రాలు ఏర్పాటు చేయాలని కోరారు. అనకాపల్లి బెల్లం మార్కెట్‌కు దేశవ్యాప్త గుర్తింపు ఉందని, దాన్ని కాపాడుకోవాల్సిన బాధ్యత ప్రభుత్వంపై ఉందని పేర్కొన్నారు.: [535, 1276, 971, 1316]
- paragraph: భారత ప్రధాని నరేంద్ర మోడీ ట్విట్టర్ ద్వారా సంతాపం తెలిపారు. ఈ కష్ట సమయంలో భారత్ ఫ్రాన్స్‌కు అండగా ఉంటుందని పేర్కొన్నారు. దాడుల్లో భారతీయులు ఎవరూ గాయపడలేదని విదేశాంగ శాఖ ప్రకటించింది. పారిస్‌లోని భారత రాయబార కార్యాలయం అప్రమత్తంగా ఉందని తెలిపింది.: [26, 625, 507, 668]
- paragraph: దాడులకు పాల్పడిన చేస్తున్నారని, దేశంలో అసహనానికి ఆది దారి తీస్తోందని ఏఐసీసీ ప్రధానకార్యదర్శి పేర్కొన్నారు. నిరసన గళం అణచివేయడం ప్రజాస్వామ్యానికి ప్రమాదకరమని అన్నారు.: [535, 439, 971, 467]
- paragraph: దాడులు జరిగిన ప్రాంతాల్లో స్థానికులు, పర్యాటకులు పెద్ద సంఖ్యలో ఉండటంతో మృతుల సంఖ్య పెరిగే అవకాశం ఉందని అధికారులు తెలిపారు. ప్రత్యక్ష సాక్షుల కథనం ప్రకారం దాడి చేసినవారు ఆటోమేటిక్ ఆయుధాలతో విచక్షణారహితంగా కాల్పులు జరిపారు. బాటక్లాన్ థియేటర్‌లో రాక్ సంగీత కచేరీ జరుగుతున్న సమయంలో ముష్కరులు ప్రవేశించి కాల్పులకు తెగబడ్డారు.: [26, 378, 507, 435]
- article-jaggery-farmers: [535, 1166, 971, 1351]
- headline-sub-1: 127 మంది మృతి: [156, 150, 376, 188]
- article-body: [26, 822, 507, 1015]
